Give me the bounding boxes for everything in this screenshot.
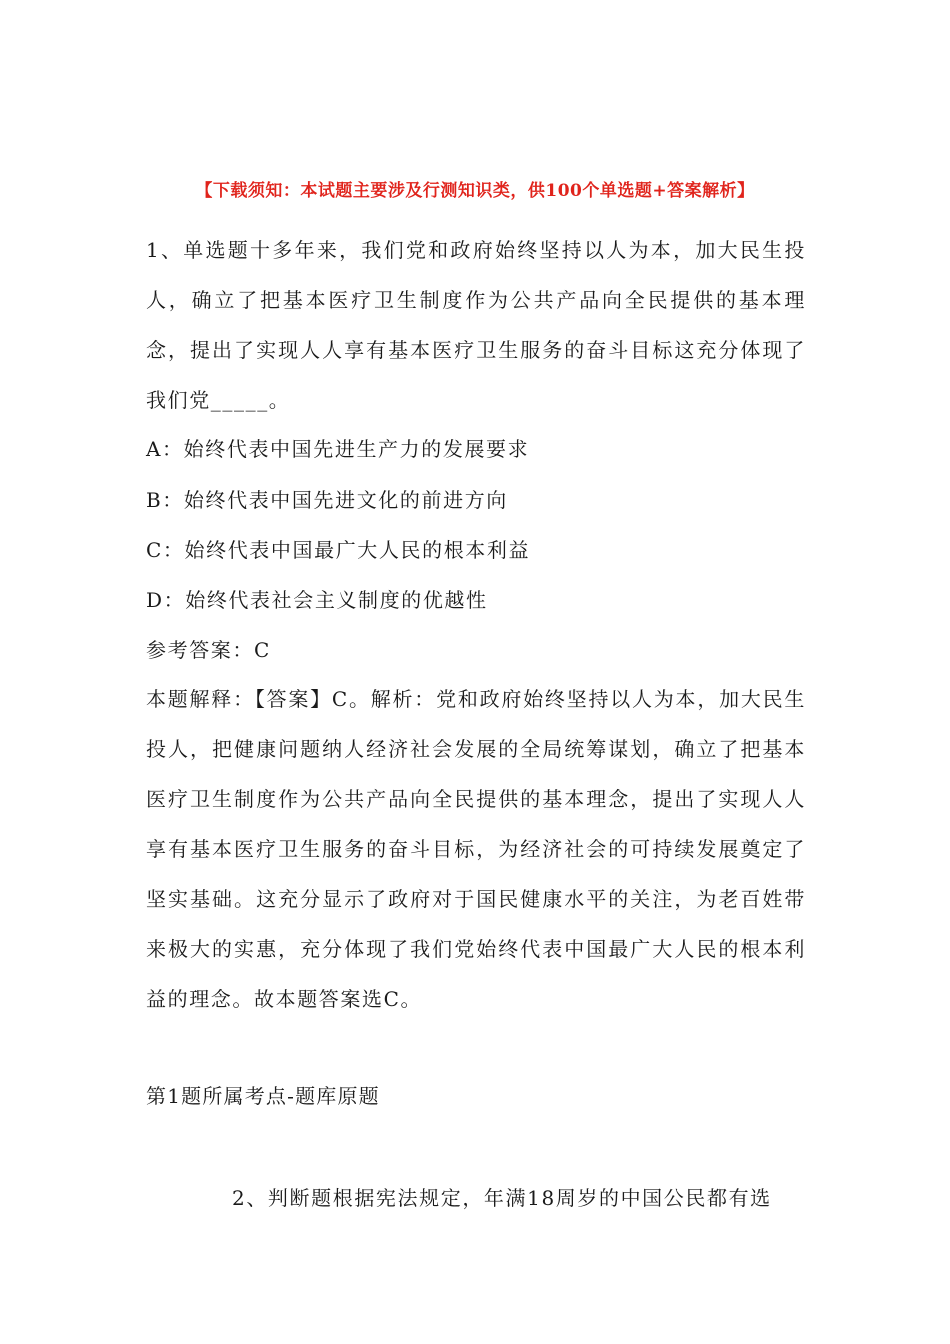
question-1-stem: 1、单选题十多年来，我们党和政府始终坚持以人为本，加大民生投人，确立了把基本医疗卫生制度作为公共产品向全民提供的基本理念，提出了实现人人享有基本医疗卫生服务的奋斗目标这充分体现了我们党_____。 xyxy=(146,238,806,412)
download-notice: 【下载须知：本试题主要涉及行测知识类，供100个单选题+答案解析】 xyxy=(195,181,755,201)
question-2-stem: 2、判断题根据宪法规定，年满18周岁的中国公民都有选 xyxy=(232,1186,772,1210)
reference-answer: 参考答案：C xyxy=(146,638,271,662)
option-d: D：始终代表社会主义制度的优越性 xyxy=(146,588,488,612)
option-a: A：始终代表中国先进生产力的发展要求 xyxy=(146,437,530,461)
question-1-explanation: 本题解释：【答案】C。解析：党和政府始终坚持以人为本，加大民生投人，把健康问题纳人经济社会发展的全局统筹谋划，确立了把基本医疗卫生制度作为公共产品向全民提供的基本理念，提出了实现人人享有基本医疗卫生服务的奋斗目标，为经济社会的可持续发展奠定了坚实基础。这充分显示了政府对于国民健康水平的关注，为老百姓带来极大的实惠，充分体现了我们党始终代表中国最广大人民的根本利益的理念。故本题答案选C。 xyxy=(146,687,806,1011)
option-b: B：始终代表中国先进文化的前进方向 xyxy=(146,488,508,512)
option-c: C：始终代表中国最广大人民的根本利益 xyxy=(146,538,531,562)
question-1-topic: 第1题所属考点-题库原题 xyxy=(146,1084,380,1108)
